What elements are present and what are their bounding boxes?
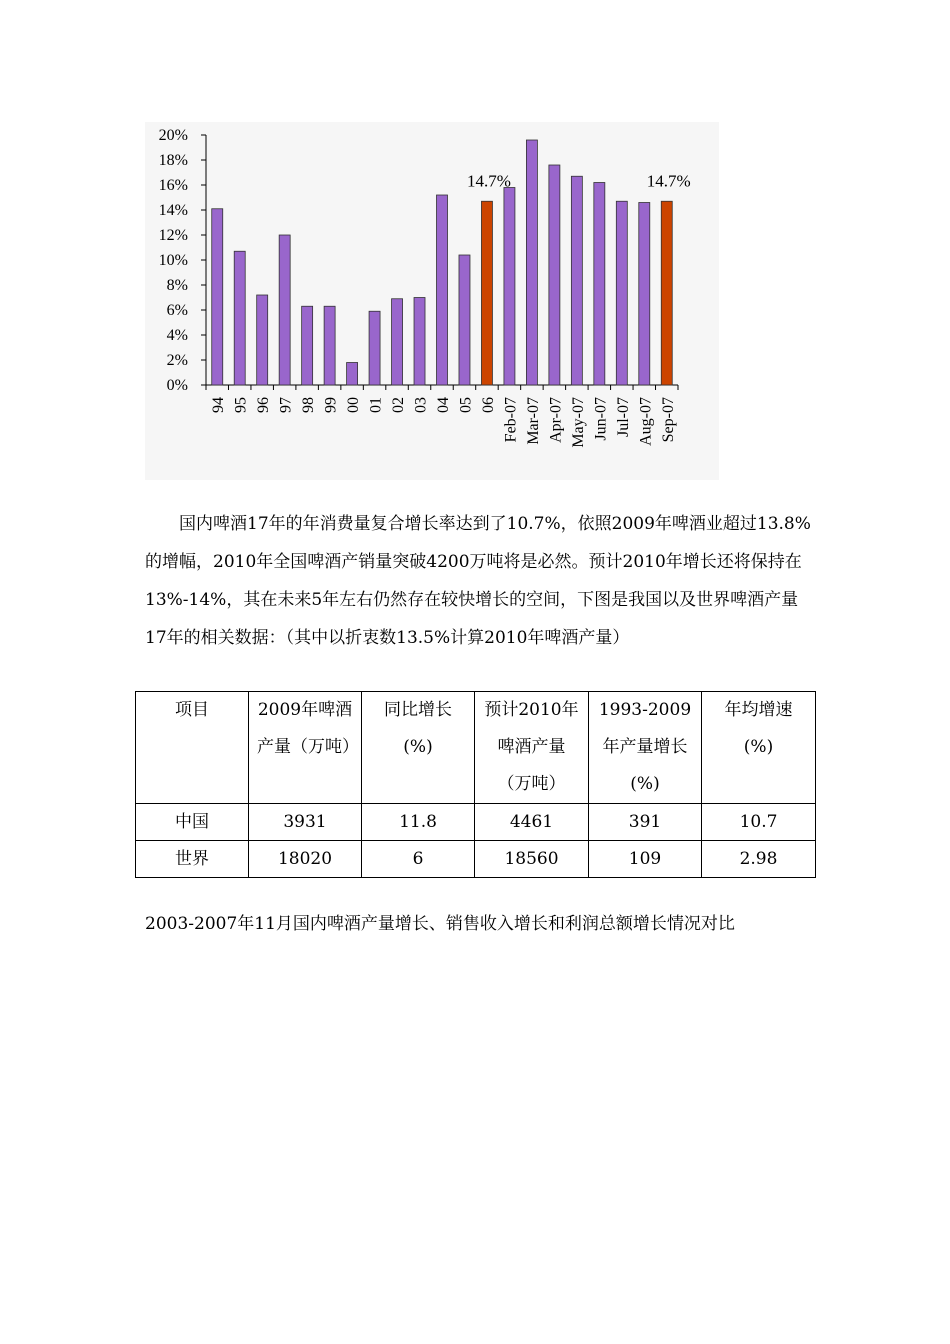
y-tick-label: 0% xyxy=(166,377,188,394)
bar xyxy=(414,298,425,386)
table-cell: 18560 xyxy=(475,841,589,878)
x-tick-label: 98 xyxy=(300,397,318,413)
body-paragraph: 国内啤酒17年的年消费量复合增长率达到了10.7%，依照2009年啤酒业超过13.8%的增幅，2010年全国啤酒产销量突破4200万吨将是必然。预计2010年增长还将保持在13%-14%，其在未来5年左右仍然存在较快增长的空间，下图是我国以及世界啤酒产量17年的相关数据：（其中以折衷数13.5%计算2010年啤酒产量） xyxy=(145,514,811,648)
header-cell: 2009年啤酒产量（万吨） xyxy=(249,692,362,804)
x-tick-label: 03 xyxy=(412,397,430,413)
bar xyxy=(369,311,380,385)
bar xyxy=(212,209,223,385)
x-tick-label: 97 xyxy=(277,397,295,413)
y-tick-label: 10% xyxy=(158,252,188,269)
x-tick-label: 00 xyxy=(345,397,363,413)
table-cell: 4461 xyxy=(475,804,589,841)
header-cell: 同比增长(%) xyxy=(362,692,475,804)
bar xyxy=(234,251,245,385)
y-tick-label: 16% xyxy=(158,177,188,194)
y-tick-label: 4% xyxy=(166,327,188,344)
x-tick-label: May-07 xyxy=(569,397,587,448)
bar xyxy=(594,183,605,386)
data-label: 14.7% xyxy=(646,171,691,191)
x-tick-label: 05 xyxy=(457,397,475,413)
table-header-row xyxy=(136,692,816,804)
x-tick-label: Sep-07 xyxy=(659,397,677,443)
y-tick-label: 18% xyxy=(158,152,188,169)
bar xyxy=(549,165,560,385)
x-tick-label: 02 xyxy=(390,397,408,413)
bar xyxy=(279,235,290,385)
x-tick-label: 04 xyxy=(435,397,452,413)
table-cell: 2.98 xyxy=(702,841,816,878)
y-tick-label: 6% xyxy=(166,302,188,319)
growth-bar-chart xyxy=(145,122,719,480)
beer-production-table xyxy=(135,691,815,878)
bar-highlight xyxy=(481,201,492,385)
table-cell: 6 xyxy=(362,841,475,878)
header-cell: 年均增速(%) xyxy=(702,692,816,804)
y-tick-label: 12% xyxy=(158,227,188,244)
x-tick-label: 94 xyxy=(210,397,228,413)
bar xyxy=(526,140,537,385)
table-cell: 中国 xyxy=(136,804,249,841)
x-tick-label: Apr-07 xyxy=(547,397,565,443)
header-cell: 项目 xyxy=(136,692,249,804)
bar xyxy=(302,306,313,385)
bar-highlight xyxy=(661,201,672,385)
y-tick-label: 8% xyxy=(166,277,188,294)
x-tick-label: 95 xyxy=(232,397,250,413)
bar xyxy=(616,201,627,385)
x-tick-label: Feb-07 xyxy=(502,397,520,443)
table-cell: 391 xyxy=(589,804,702,841)
x-tick-label: Aug-07 xyxy=(637,397,655,446)
bar xyxy=(504,188,515,386)
table-cell: 109 xyxy=(589,841,702,878)
header-cell: 1993-2009年产量增长(%) xyxy=(589,692,702,804)
bar xyxy=(324,306,335,385)
x-tick-label: 01 xyxy=(367,397,385,413)
bar xyxy=(437,195,448,385)
x-tick-label: Jun-07 xyxy=(592,397,610,441)
y-tick-label: 20% xyxy=(158,127,188,144)
bar xyxy=(392,299,403,385)
data-label: 14.7% xyxy=(466,171,511,191)
table-row xyxy=(136,841,816,878)
y-tick-label: 14% xyxy=(158,202,188,219)
section-caption: 2003-2007年11月国内啤酒产量增长、销售收入增长和利润总额增长情况对比 xyxy=(145,914,735,934)
table-cell: 11.8 xyxy=(362,804,475,841)
table-cell: 世界 xyxy=(136,841,249,878)
bar-chart-svg xyxy=(145,122,719,480)
table-row xyxy=(136,804,816,841)
x-tick-label: 06 xyxy=(479,397,497,413)
bar xyxy=(639,203,650,386)
bar xyxy=(571,176,582,385)
table-cell: 10.7 xyxy=(702,804,816,841)
bar xyxy=(459,255,470,385)
x-tick-label: 96 xyxy=(255,397,273,413)
bar xyxy=(257,295,268,385)
table-cell: 3931 xyxy=(249,804,362,841)
header-cell: 预计2010年啤酒产量（万吨） xyxy=(475,692,589,804)
y-tick-label: 2% xyxy=(166,352,188,369)
x-tick-label: 99 xyxy=(322,397,340,413)
bar xyxy=(347,363,358,386)
x-tick-label: Jul-07 xyxy=(614,397,632,437)
x-tick-label: Mar-07 xyxy=(524,397,542,445)
table-cell: 18020 xyxy=(249,841,362,878)
